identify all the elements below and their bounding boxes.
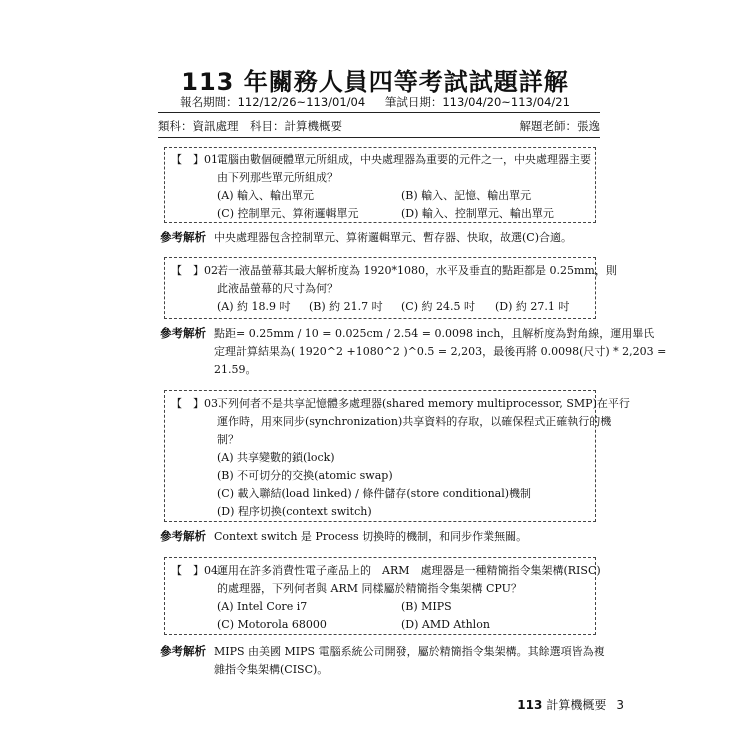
answer-line: Context switch 是 Process 切換時的機制，和同步作業無關。	[214, 530, 528, 543]
option-a: (A) 輸入、輸出單元	[217, 189, 315, 202]
exam-dates	[160, 94, 590, 110]
answer-text	[214, 528, 604, 546]
option-d: (D) AMD Athlon	[401, 618, 490, 631]
question-number: 【 】04.	[171, 564, 222, 577]
option-c: (C) 約 24.5 吋	[401, 300, 475, 313]
question-box-01	[164, 147, 596, 223]
answer-line: MIPS 由美國 MIPS 電腦系統公司開發，屬於精簡指令集架構。其餘選項皆為複	[214, 645, 605, 658]
question-box-04	[164, 557, 601, 635]
question-box-03	[164, 390, 630, 522]
question-text-line: 的處理器，下列何者與 ARM 同樣屬於精簡指令集架構 CPU？	[217, 582, 522, 595]
category-subject: 類科：資訊處理 科目：計算機概要	[158, 119, 342, 133]
answer-label: 參考解析	[160, 644, 206, 658]
answer-text	[214, 643, 604, 679]
question-text-line: 此液晶螢幕的尺寸為何？	[217, 282, 338, 295]
option-c: (C) Motorola 68000	[217, 618, 327, 631]
answer-line: 雜指令集架構(CISC)。	[214, 663, 329, 676]
page-title: 113 年關務人員四等考試試題詳解	[181, 68, 569, 96]
option-b: (B) MIPS	[401, 600, 452, 613]
question-number: 【 】03.	[171, 397, 222, 410]
option-b: (B) 約 21.7 吋	[309, 300, 383, 313]
question-text-line: 下列何者不是共享記憶體多處理器(shared memory multiprocessor, SMP)在平行	[217, 397, 630, 410]
subject-meta	[158, 118, 600, 134]
option-b: (B) 輸入、記憶、輸出單元	[401, 189, 532, 202]
option-c: (C) 控制單元、算術邏輯單元	[217, 207, 359, 220]
register-period: 報名期間：112/12/26~113/01/04	[180, 95, 366, 109]
answer-label: 參考解析	[160, 529, 206, 543]
option-c: (C) 載入聯結(load linked) / 條件儲存(store conditional)機制	[217, 487, 532, 500]
question-text-line: 制？	[217, 433, 239, 446]
answer-label: 參考解析	[160, 326, 206, 340]
question-text-line: 運作時，用來同步(synchronization)共享資料的存取，以確保程式正確執行的機	[217, 415, 612, 428]
question-number: 【 】01.	[171, 153, 222, 166]
option-d: (D) 程序切換(context switch)	[217, 505, 372, 518]
question-text-line: 電腦由數個硬體單元所組成，中央處理器為重要的元件之一，中央處理器主要	[217, 153, 591, 166]
header-divider	[158, 112, 600, 113]
option-b: (B) 不可切分的交換(atomic swap)	[217, 469, 393, 482]
option-a: (A) Intel Core i7	[217, 600, 308, 613]
page-number: 3	[616, 698, 624, 712]
answer-line: 定理計算結果為( 1920^2 +1080^2 )^0.5 = 2,203，最後再將 0.0098(尺寸) * 2,203 =	[214, 345, 667, 358]
exam-date: 筆試日期：113/04/20~113/04/21	[384, 95, 570, 109]
answer-line: 點距= 0.25mm / 10 = 0.025cm / 2.54 = 0.0098 inch，且解析度為對角線，運用畢氏	[214, 327, 655, 340]
answer-line: 中央處理器包含控制單元、算術邏輯單元、暫存器、快取，故選(C)合適。	[214, 231, 572, 244]
teacher-name: 解題老師：張逸	[519, 119, 600, 133]
answer-text	[214, 229, 604, 247]
option-a: (A) 約 18.9 吋	[217, 300, 291, 313]
meta-divider	[158, 137, 600, 138]
book-title: 計算機概要	[546, 698, 607, 712]
question-text-line: 若一液晶螢幕其最大解析度為 1920*1080，水平及垂直的點距都是 0.25mm，則	[217, 264, 617, 277]
question-box-02	[164, 257, 617, 319]
book-number: 113	[517, 698, 543, 712]
question-text-line: 運用在許多消費性電子產品上的 ARM 處理器是一種精簡指令集架構(RISC)	[217, 564, 601, 577]
page-footer	[517, 696, 624, 713]
question-text-line: 由下列那些單元所組成？	[217, 171, 338, 184]
answer-line: 21.59。	[214, 363, 257, 376]
option-d: (D) 約 27.1 吋	[495, 300, 570, 313]
option-d: (D) 輸入、控制單元、輸出單元	[401, 207, 554, 220]
option-a: (A) 共享變數的鎖(lock)	[217, 451, 335, 464]
answer-label: 參考解析	[160, 230, 206, 244]
question-number: 【 】02.	[171, 264, 222, 277]
answer-text	[214, 325, 667, 379]
